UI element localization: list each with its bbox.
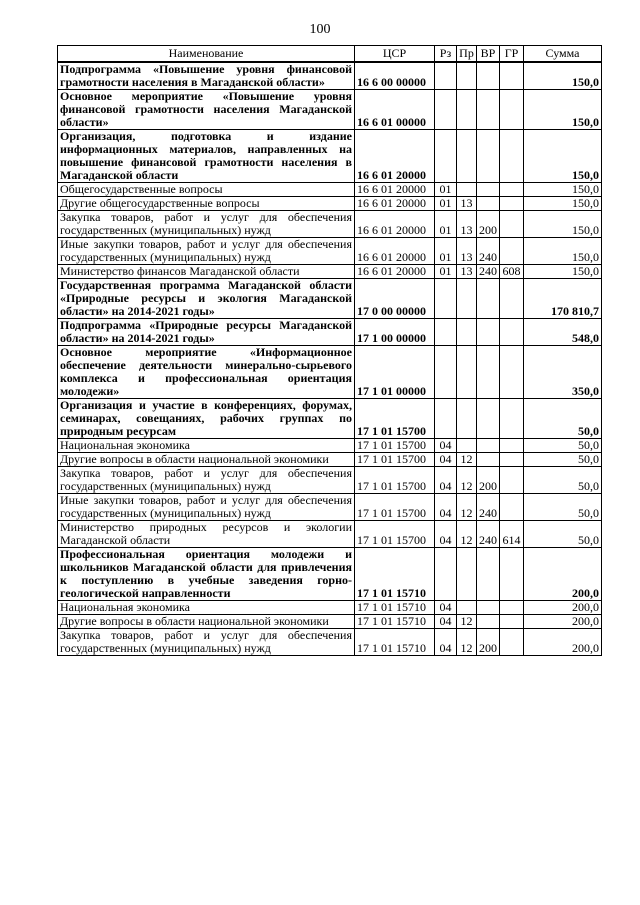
cell-gr (500, 439, 524, 453)
cell-csr: 17 1 01 15710 (355, 548, 435, 601)
table-row (58, 265, 602, 279)
cell-vr (477, 90, 500, 130)
cell-pr: 13 (457, 211, 477, 238)
cell-name: Профессиональная ориентация молодежи и школьников Магаданской области для привлечения к поступлению в учебные заведения горно-геологической направленности (58, 548, 355, 601)
cell-gr (500, 346, 524, 399)
cell-gr (500, 453, 524, 467)
cell-vr: 200 (477, 629, 500, 656)
table-row (58, 601, 602, 615)
cell-rz: 04 (435, 601, 457, 615)
table-row (58, 548, 602, 601)
cell-sum: 548,0 (524, 319, 602, 346)
cell-rz: 04 (435, 629, 457, 656)
cell-csr: 17 1 01 00000 (355, 346, 435, 399)
page-number: 100 (309, 22, 331, 37)
cell-gr (500, 629, 524, 656)
header-pr: Пр (457, 46, 477, 63)
cell-rz (435, 346, 457, 399)
cell-vr: 240 (477, 265, 500, 279)
cell-sum: 150,0 (524, 62, 602, 90)
cell-gr (500, 211, 524, 238)
cell-rz: 04 (435, 521, 457, 548)
cell-sum: 350,0 (524, 346, 602, 399)
table-row (58, 494, 602, 521)
cell-pr: 12 (457, 494, 477, 521)
cell-csr: 16 6 01 20000 (355, 197, 435, 211)
table-row (58, 399, 602, 439)
cell-vr: 240 (477, 238, 500, 265)
cell-name: Закупка товаров, работ и услуг для обеспечения государственных (муниципальных) нужд (58, 467, 355, 494)
cell-name: Основное мероприятие «Повышение уровня финансовой грамотности населения Магаданской области» (58, 90, 355, 130)
cell-vr (477, 62, 500, 90)
table-row (58, 629, 602, 656)
cell-rz: 01 (435, 238, 457, 265)
table-row (58, 521, 602, 548)
table-row (58, 90, 602, 130)
cell-pr (457, 62, 477, 90)
table-row (58, 238, 602, 265)
cell-rz: 04 (435, 439, 457, 453)
cell-sum: 50,0 (524, 521, 602, 548)
cell-name: Другие вопросы в области национальной экономики (58, 453, 355, 467)
cell-pr (457, 319, 477, 346)
cell-vr (477, 399, 500, 439)
cell-csr: 17 1 01 15700 (355, 521, 435, 548)
cell-rz (435, 62, 457, 90)
cell-name: Национальная экономика (58, 601, 355, 615)
header-sum: Сумма (524, 46, 602, 63)
cell-name: Другие вопросы в области национальной экономики (58, 615, 355, 629)
cell-pr: 12 (457, 467, 477, 494)
cell-sum: 50,0 (524, 399, 602, 439)
cell-vr (477, 453, 500, 467)
cell-sum: 50,0 (524, 467, 602, 494)
cell-gr (500, 601, 524, 615)
cell-sum: 150,0 (524, 265, 602, 279)
cell-csr: 16 6 01 20000 (355, 238, 435, 265)
cell-rz (435, 279, 457, 319)
cell-gr (500, 62, 524, 90)
cell-vr: 240 (477, 494, 500, 521)
cell-csr: 17 1 01 15700 (355, 439, 435, 453)
cell-rz (435, 548, 457, 601)
cell-sum: 200,0 (524, 629, 602, 656)
cell-name: Национальная экономика (58, 439, 355, 453)
cell-rz: 04 (435, 615, 457, 629)
cell-rz: 04 (435, 494, 457, 521)
cell-name: Общегосударственные вопросы (58, 183, 355, 197)
cell-rz (435, 130, 457, 183)
cell-vr (477, 615, 500, 629)
cell-rz: 01 (435, 197, 457, 211)
cell-vr: 200 (477, 467, 500, 494)
cell-csr: 17 0 00 00000 (355, 279, 435, 319)
cell-rz (435, 399, 457, 439)
table-row (58, 615, 602, 629)
cell-pr (457, 439, 477, 453)
cell-gr (500, 130, 524, 183)
cell-pr (457, 601, 477, 615)
cell-gr: 614 (500, 521, 524, 548)
cell-csr: 17 1 01 15700 (355, 399, 435, 439)
header-vr: ВР (477, 46, 500, 63)
cell-name: Организация и участие в конференциях, форумах, семинарах, совещаниях, рабочих группах по природным ресурсам (58, 399, 355, 439)
cell-csr: 16 6 01 00000 (355, 90, 435, 130)
table-row (58, 453, 602, 467)
cell-rz: 01 (435, 211, 457, 238)
cell-vr (477, 197, 500, 211)
header-csr: ЦСР (355, 46, 435, 63)
cell-vr (477, 130, 500, 183)
cell-rz: 01 (435, 265, 457, 279)
cell-csr: 16 6 01 20000 (355, 265, 435, 279)
cell-vr (477, 346, 500, 399)
cell-gr (500, 238, 524, 265)
cell-vr (477, 601, 500, 615)
cell-pr: 12 (457, 453, 477, 467)
cell-csr: 17 1 01 15700 (355, 467, 435, 494)
cell-pr (457, 548, 477, 601)
cell-name: Государственная программа Магаданской области «Природные ресурсы и экология Магаданской области» на 2014-2021 годы» (58, 279, 355, 319)
table-row (58, 346, 602, 399)
table-row (58, 211, 602, 238)
cell-name: Закупка товаров, работ и услуг для обеспечения государственных (муниципальных) нужд (58, 629, 355, 656)
header-gr: ГР (500, 46, 524, 63)
cell-sum: 150,0 (524, 238, 602, 265)
cell-gr (500, 319, 524, 346)
table-header-row (58, 46, 602, 63)
cell-vr (477, 183, 500, 197)
cell-gr (500, 183, 524, 197)
cell-vr: 200 (477, 211, 500, 238)
cell-csr: 17 1 01 15700 (355, 453, 435, 467)
cell-name: Иные закупки товаров, работ и услуг для обеспечения государственных (муниципальных) нужд (58, 238, 355, 265)
cell-gr: 608 (500, 265, 524, 279)
cell-name: Основное мероприятие «Информационное обеспечение деятельности минерально-сырьевого комплекса и профессиональная ориентация молодежи» (58, 346, 355, 399)
cell-sum: 50,0 (524, 439, 602, 453)
table-row (58, 183, 602, 197)
cell-name: Подпрограмма «Повышение уровня финансовой грамотности населения в Магаданской области» (58, 62, 355, 90)
cell-pr (457, 90, 477, 130)
cell-sum: 200,0 (524, 615, 602, 629)
cell-gr (500, 494, 524, 521)
cell-pr: 13 (457, 197, 477, 211)
cell-pr: 13 (457, 265, 477, 279)
table-row (58, 130, 602, 183)
cell-name: Закупка товаров, работ и услуг для обеспечения государственных (муниципальных) нужд (58, 211, 355, 238)
cell-vr (477, 279, 500, 319)
cell-gr (500, 197, 524, 211)
cell-pr (457, 183, 477, 197)
cell-pr: 12 (457, 615, 477, 629)
cell-csr: 17 1 01 15710 (355, 615, 435, 629)
cell-csr: 16 6 01 20000 (355, 183, 435, 197)
budget-table (57, 45, 602, 656)
cell-gr (500, 548, 524, 601)
cell-sum: 50,0 (524, 494, 602, 521)
cell-pr: 13 (457, 238, 477, 265)
cell-vr: 240 (477, 521, 500, 548)
table-row (58, 439, 602, 453)
cell-sum: 200,0 (524, 548, 602, 601)
cell-name: Подпрограмма «Природные ресурсы Магаданской области» на 2014-2021 годы» (58, 319, 355, 346)
table-row (58, 62, 602, 90)
cell-gr (500, 467, 524, 494)
table-row (58, 319, 602, 346)
cell-csr: 16 6 00 00000 (355, 62, 435, 90)
cell-sum: 150,0 (524, 90, 602, 130)
cell-rz (435, 319, 457, 346)
cell-sum: 200,0 (524, 601, 602, 615)
cell-name: Другие общегосударственные вопросы (58, 197, 355, 211)
table-row (58, 467, 602, 494)
cell-sum: 170 810,7 (524, 279, 602, 319)
cell-pr: 12 (457, 521, 477, 548)
cell-pr (457, 130, 477, 183)
header-rz: Рз (435, 46, 457, 63)
cell-csr: 17 1 01 15700 (355, 494, 435, 521)
cell-sum: 50,0 (524, 453, 602, 467)
cell-csr: 16 6 01 20000 (355, 130, 435, 183)
cell-sum: 150,0 (524, 130, 602, 183)
cell-rz: 01 (435, 183, 457, 197)
cell-name: Организация, подготовка и издание информационных материалов, направленных на повышение финансовой грамотности населения в Магаданской области (58, 130, 355, 183)
cell-rz (435, 90, 457, 130)
cell-vr (477, 439, 500, 453)
cell-pr: 12 (457, 629, 477, 656)
cell-sum: 150,0 (524, 211, 602, 238)
cell-csr: 16 6 01 20000 (355, 211, 435, 238)
cell-pr (457, 279, 477, 319)
cell-pr (457, 346, 477, 399)
cell-name: Министерство природных ресурсов и экологии Магаданской области (58, 521, 355, 548)
cell-gr (500, 279, 524, 319)
cell-csr: 17 1 01 15710 (355, 629, 435, 656)
cell-vr (477, 319, 500, 346)
cell-gr (500, 399, 524, 439)
cell-csr: 17 1 01 15710 (355, 601, 435, 615)
cell-vr (477, 548, 500, 601)
cell-rz: 04 (435, 467, 457, 494)
cell-name: Министерство финансов Магаданской области (58, 265, 355, 279)
cell-pr (457, 399, 477, 439)
cell-sum: 150,0 (524, 197, 602, 211)
table-row (58, 279, 602, 319)
table-row (58, 197, 602, 211)
cell-rz: 04 (435, 453, 457, 467)
cell-csr: 17 1 00 00000 (355, 319, 435, 346)
header-name: Наименование (58, 46, 355, 63)
cell-gr (500, 90, 524, 130)
cell-name: Иные закупки товаров, работ и услуг для обеспечения государственных (муниципальных) нужд (58, 494, 355, 521)
cell-sum: 150,0 (524, 183, 602, 197)
cell-gr (500, 615, 524, 629)
